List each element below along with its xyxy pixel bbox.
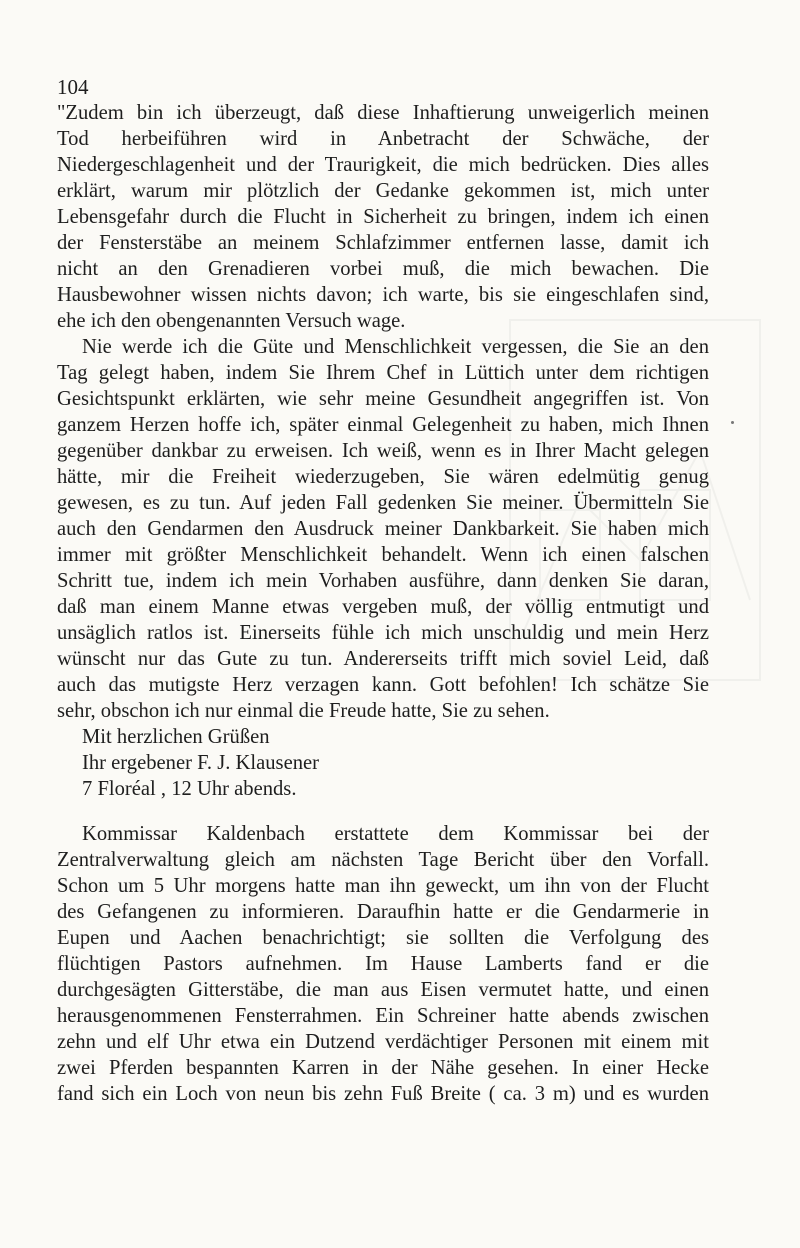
text-line: gewesen, es zu tun. Auf jeden Fall gedenken Sie meiner. Übermitteln Sie	[57, 492, 709, 514]
letter-paragraph-2	[57, 334, 709, 724]
text-line: nicht an den Grenadieren vorbei muß, die mich bewachen. Die	[57, 258, 709, 280]
text-line: des Gefangenen zu informieren. Daraufhin hatte er die Gendarmerie in	[57, 901, 709, 923]
text-line: erklärt, warum mir plötzlich der Gedanke gekommen ist, mich unter	[57, 180, 709, 202]
paragraph-gap	[57, 802, 709, 821]
text-line: "Zudem bin ich überzeugt, daß diese Inhaftierung unweigerlich meinen	[57, 102, 709, 124]
text-line: der Fensterstäbe an meinem Schlafzimmer entfernen lasse, damit ich	[57, 232, 709, 254]
text-line: sehr, obschon ich nur einmal die Freude hatte, Sie zu sehen.	[57, 700, 550, 722]
text-line: durchgesägten Gitterstäbe, die man aus Eisen vermutet hatte, und einen	[57, 979, 709, 1001]
letter-closing	[57, 724, 709, 802]
text-line: Schon um 5 Uhr morgens hatte man ihn geweckt, um ihn von der Flucht	[57, 875, 709, 897]
text-line: herausgenommenen Fensterrahmen. Ein Schreiner hatte abends zwischen	[57, 1005, 709, 1027]
text-line: daß man einem Manne etwas vergeben muß, der völlig entmutigt und	[57, 596, 709, 618]
text-line: wünscht nur das Gute zu tun. Andererseits trifft mich soviel Leid, daß	[57, 648, 709, 670]
margin-speck	[731, 421, 734, 424]
page-number: 104	[57, 75, 89, 99]
text-line: zwei Pferden bespannten Karren in der Nähe gesehen. In einer Hecke	[57, 1057, 709, 1079]
letter-date: 7 Floréal , 12 Uhr abends.	[82, 778, 297, 800]
closing-greeting: Mit herzlichen Grüßen	[82, 726, 270, 748]
signature-line: Ihr ergebener F. J. Klausener	[82, 752, 319, 774]
text-line: Hausbewohner wissen nichts davon; ich warte, bis sie eingeschlafen sind,	[57, 284, 709, 306]
text-line: unsäglich ratlos ist. Einerseits fühle ich mich unschuldig und mein Herz	[57, 622, 709, 644]
text-line: gegenüber dankbar zu erweisen. Ich weiß, wenn es in Ihrer Macht gelegen	[57, 440, 709, 462]
text-line: Lebensgefahr durch die Flucht in Sicherheit zu bringen, indem ich einen	[57, 206, 709, 228]
text-line: Tod herbeiführen wird in Anbetracht der Schwäche, der	[57, 128, 709, 150]
text-line: zehn und elf Uhr etwa ein Dutzend verdächtiger Personen mit einem mit	[57, 1031, 709, 1053]
text-line: immer mit größter Menschlichkeit behandelt. Wenn ich einen falschen	[57, 544, 709, 566]
text-line: Tag gelegt haben, indem Sie Ihrem Chef in Lüttich unter dem richtigen	[57, 362, 709, 384]
body-text	[57, 100, 709, 1107]
text-line: Zentralverwaltung gleich am nächsten Tage Bericht über den Vorfall.	[57, 849, 709, 871]
text-line: auch das mutigste Herz verzagen kann. Gott befohlen! Ich schätze Sie	[57, 674, 709, 696]
report-paragraph	[57, 821, 709, 1107]
text-line: flüchtigen Pastors aufnehmen. Im Hause Lamberts fand er die	[57, 953, 709, 975]
text-line: ganzem Herzen hoffe ich, später einmal Gelegenheit zu haben, mich Ihnen	[57, 414, 709, 436]
text-line: fand sich ein Loch von neun bis zehn Fuß Breite ( ca. 3 m) und es wurden	[57, 1083, 709, 1105]
text-line: ehe ich den obengenannten Versuch wage.	[57, 310, 406, 332]
text-line: Nie werde ich die Güte und Menschlichkeit vergessen, die Sie an den	[82, 336, 709, 358]
text-line: Schritt tue, indem ich mein Vorhaben ausführe, dann denken Sie daran,	[57, 570, 709, 592]
text-line: hätte, mir die Freiheit wiederzugeben, Sie wären edelmütig genug	[57, 466, 709, 488]
text-line: Gesichtspunkt erklärten, wie sehr meine Gesundheit angegriffen ist. Von	[57, 388, 709, 410]
letter-paragraph-1	[57, 100, 709, 334]
text-line: Eupen und Aachen benachrichtigt; sie sollten die Verfolgung des	[57, 927, 709, 949]
text-line: auch den Gendarmen den Ausdruck meiner Dankbarkeit. Sie haben mich	[57, 518, 709, 540]
text-line: Niedergeschlagenheit und der Traurigkeit, die mich bedrücken. Dies alles	[57, 154, 709, 176]
text-line: Kommissar Kaldenbach erstattete dem Kommissar bei der	[82, 823, 709, 845]
